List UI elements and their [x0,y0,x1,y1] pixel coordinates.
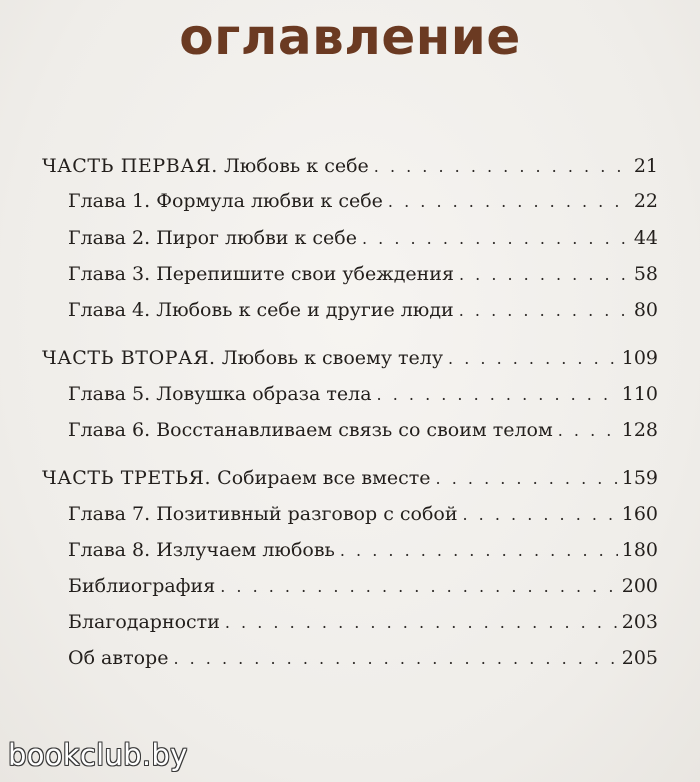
part-label [42,466,431,490]
page-number: 22 [633,190,658,212]
toc-part-1 [42,154,658,178]
toc-chapter-2 [68,226,658,250]
part-title: Собираем все вместе [217,467,431,489]
dot-leader [463,503,618,527]
dot-leader [558,419,618,443]
page-title: оглавление [179,8,521,66]
toc-part-3 [42,466,658,490]
page-number: 160 [621,503,658,525]
page-number: 203 [621,611,658,633]
page-number: 205 [621,647,658,669]
dot-leader [459,263,630,287]
page-number: 110 [621,383,658,405]
dot-leader [340,539,618,563]
toc-chapter-3 [68,262,658,286]
page-number: 180 [621,539,658,561]
page-number: 21 [633,155,658,177]
toc-about-author [68,646,658,670]
chapter-label: Глава 3. Перепишите свои убеждения [68,263,454,285]
page-number: 128 [621,419,658,441]
chapter-label: Глава 1. Формула любви к себе [68,190,383,212]
chapter-label: Глава 6. Восстанавливаем связь со своим телом [68,419,553,441]
part-title: Любовь к себе [223,155,369,177]
page-number: 109 [621,347,658,369]
dot-leader [448,347,618,371]
toc-bibliography [68,574,658,598]
part-number: ЧАСТЬ ПЕРВАЯ. [42,155,218,177]
toc-acknowledgements [68,610,658,634]
part-label [42,346,443,370]
page-number: 44 [633,227,658,249]
dot-leader [388,190,630,214]
toc-part-2 [42,346,658,370]
chapter-label: Библиография [68,575,216,597]
toc-chapter-8 [68,538,658,562]
part-label [42,154,369,178]
part-title: Любовь к своему телу [221,347,444,369]
dot-leader [225,611,618,635]
dot-leader [173,647,617,671]
toc-chapter-1 [68,189,658,213]
dot-leader [362,227,630,251]
dot-leader [220,575,618,599]
toc-chapter-4 [68,298,658,322]
chapter-label: Глава 2. Пирог любви к себе [68,227,357,249]
chapter-label: Благодарности [68,611,220,633]
chapter-label: Глава 8. Излучаем любовь [68,539,335,561]
chapter-label: Глава 5. Ловушка образа тела [68,383,372,405]
page-number: 159 [621,467,658,489]
dot-leader [436,467,618,491]
page-number: 200 [621,575,658,597]
dot-leader [377,383,618,407]
toc-chapter-5 [68,382,658,406]
page-number: 58 [633,263,658,285]
dot-leader [374,155,630,179]
part-number: ЧАСТЬ ВТОРАЯ. [42,347,216,369]
part-number: ЧАСТЬ ТРЕТЬЯ. [42,467,212,489]
chapter-label: Глава 4. Любовь к себе и другие люди [68,299,454,321]
chapter-label: Об авторе [68,647,169,669]
site-watermark: bookclub.by [8,738,188,772]
toc-chapter-6 [68,418,658,442]
page-number: 80 [633,299,658,321]
chapter-label: Глава 7. Позитивный разговор с собой [68,503,458,525]
toc-chapter-7 [68,502,658,526]
dot-leader [459,299,630,323]
